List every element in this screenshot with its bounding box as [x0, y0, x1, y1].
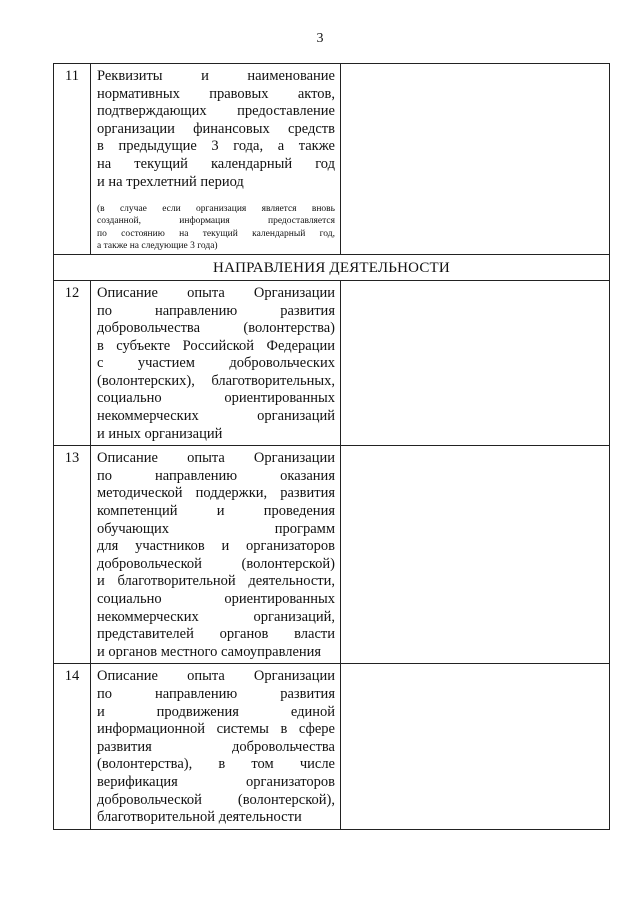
description-line: добровольчества (волонтерства): [97, 320, 335, 337]
description-line: методической поддержки, развития: [97, 485, 335, 502]
description-line: (волонтерства), в том числе: [97, 756, 335, 773]
description-line: по направлению развития: [97, 302, 335, 319]
description-line: по направлению оказания: [97, 467, 335, 484]
row-description: [91, 446, 341, 664]
description-line: компетенций и проведения: [97, 503, 335, 520]
description-line: и продвижения единой: [97, 703, 335, 720]
description-line: некоммерческих организаций,: [97, 608, 335, 625]
description-line: в субъекте Российской Федерации: [97, 337, 335, 354]
description-line: представителей органов власти: [97, 626, 335, 643]
table-row: [54, 446, 610, 664]
description-line: для участников и организаторов: [97, 538, 335, 555]
row-number: 14: [54, 664, 91, 829]
description-line: обучающих программ: [97, 520, 335, 537]
description-line: (волонтерских), благотворительных,: [97, 372, 335, 389]
description-line: верификация организаторов: [97, 773, 335, 790]
section-row: [54, 254, 610, 280]
description-line: на текущий календарный год: [97, 155, 335, 172]
description-line: некоммерческих организаций: [97, 408, 335, 425]
description-line: нормативных правовых актов,: [97, 85, 335, 102]
row-description: [91, 280, 341, 445]
description-line: добровольческой (волонтерской): [97, 555, 335, 572]
description-line: подтверждающих предоставление: [97, 103, 335, 120]
row-number: 11: [54, 64, 91, 255]
row-description: [91, 664, 341, 829]
description-line: и органов местного самоуправления: [97, 643, 322, 660]
note-line: а также на следующие 3 года): [97, 240, 218, 251]
description-line: развития добровольчества: [97, 738, 335, 755]
section-heading: НАПРАВЛЕНИЯ ДЕЯТЕЛЬНОСТИ: [54, 254, 610, 280]
value-field[interactable]: [341, 280, 610, 445]
description-line: и иных организаций: [97, 425, 223, 442]
description-line: организации финансовых средств: [97, 120, 335, 137]
footnote-text: [97, 203, 335, 252]
description-line: социально ориентированных: [97, 390, 335, 407]
value-field[interactable]: [341, 664, 610, 829]
description-line: благотворительной деятельности: [97, 809, 302, 826]
note-line: по состоянию на текущий календарный год,: [97, 228, 335, 239]
row-description: [91, 64, 341, 255]
table-row: [54, 280, 610, 445]
description-line: социально ориентированных: [97, 591, 335, 607]
value-field[interactable]: [341, 64, 610, 255]
table-row: [54, 664, 610, 829]
table-row: [54, 64, 610, 255]
note-line: созданной, информация предоставляется: [97, 216, 335, 227]
description-line: по направлению развития: [97, 685, 335, 702]
value-field[interactable]: [341, 446, 610, 664]
description-line: Реквизиты и наименование: [97, 68, 335, 84]
description-line: и благотворительной деятельности,: [97, 573, 335, 590]
application-form-table: [53, 63, 610, 830]
description-line: в предыдущие 3 года, а также: [97, 138, 335, 155]
description-line: и на трехлетний период: [97, 173, 244, 190]
row-number: 13: [54, 446, 91, 664]
description-line: Описание опыта Организации: [97, 450, 335, 467]
description-line: Описание опыта Организации: [97, 284, 335, 301]
description-line: информационной системы в сфере: [97, 721, 335, 738]
row-number: 12: [54, 280, 91, 445]
page-number: 3: [316, 31, 324, 46]
description-line: добровольческой (волонтерской),: [97, 791, 335, 808]
description-line: с участием добровольческих: [97, 355, 335, 372]
note-line: (в случае если организация является вновь: [97, 204, 335, 215]
description-line: Описание опыта Организации: [97, 668, 335, 685]
